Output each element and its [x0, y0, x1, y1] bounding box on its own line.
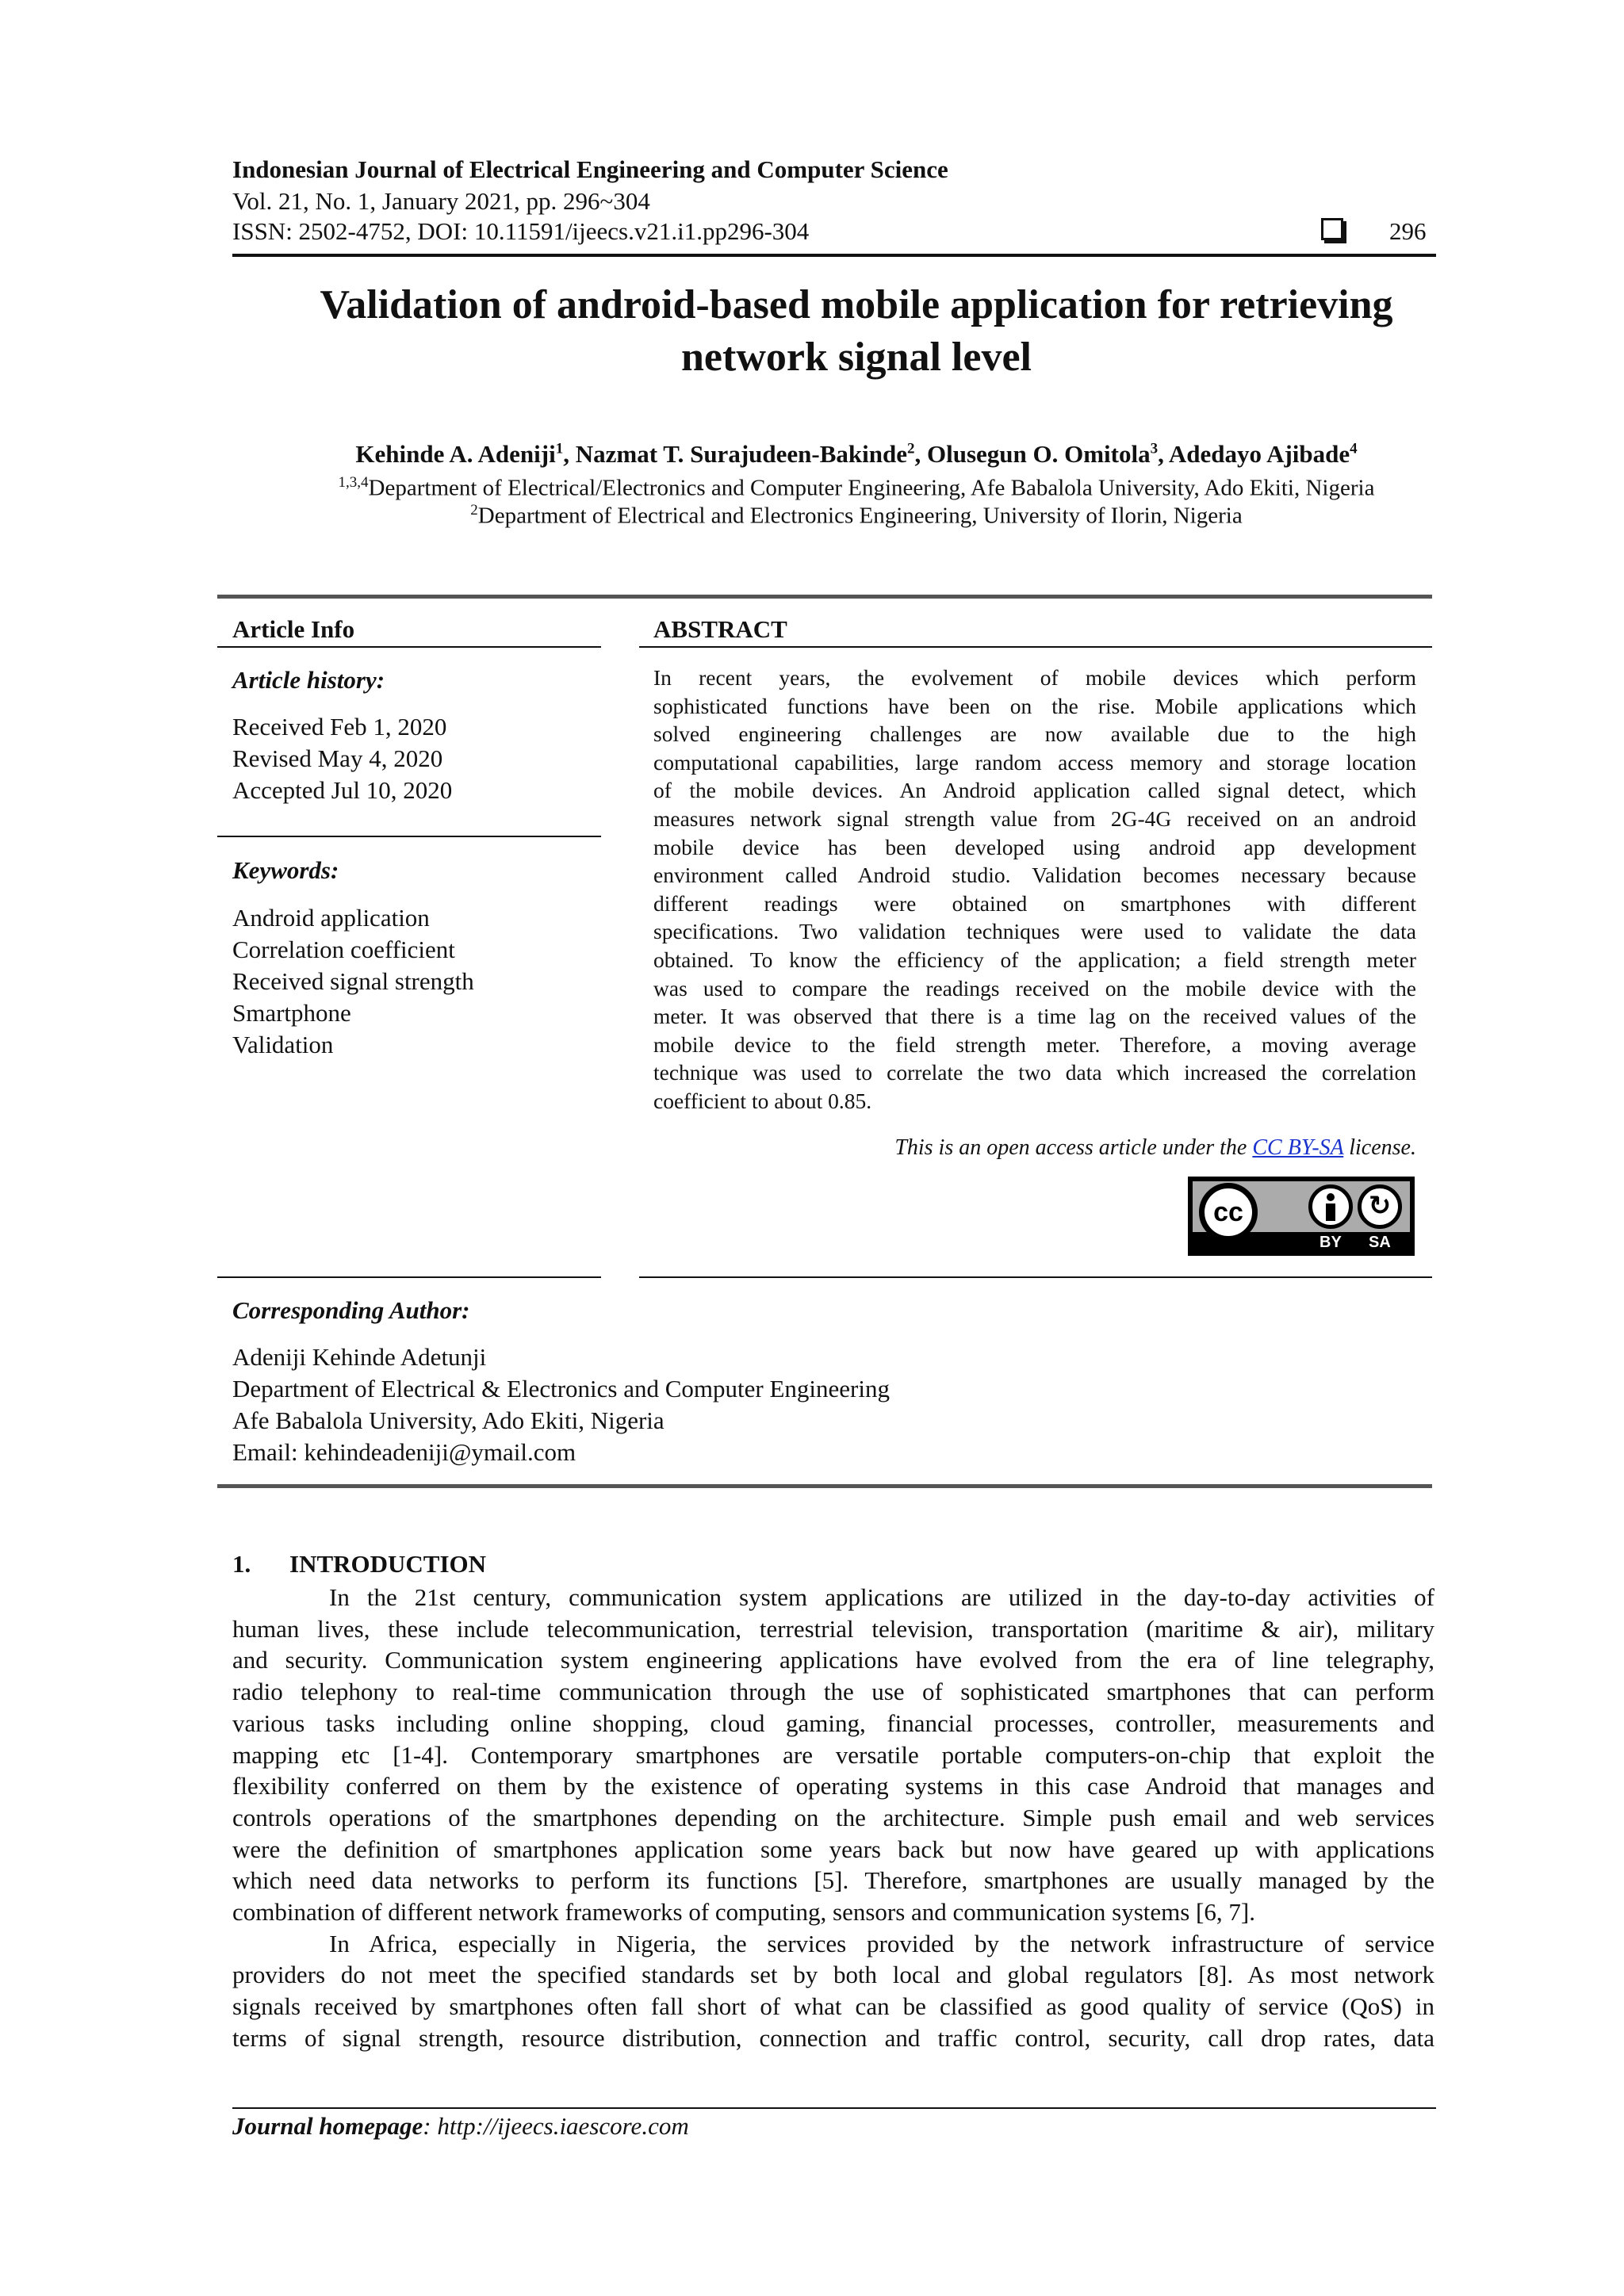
keyword: Smartphone: [232, 999, 351, 1027]
abstract-line: In recent years, the evolvement of mobile devices which perform: [653, 665, 1416, 690]
abstract-line: mobile device to the field strength meter. Therefore, a moving average: [653, 1031, 1416, 1057]
body-line: flexibility conferred on them by the existence of operating systems in this case Android that manages and: [232, 1772, 1434, 1800]
introduction-body: [232, 1582, 1434, 2054]
corresponding-heading: Corresponding Author:: [232, 1296, 470, 1324]
author-list: Kehinde A. Adeniji$^1$, Nazmat T. Surajudeen-Bakinde$^2$, Olusegun O. Omitola$^3$, Adedayo Ajibade$^4$: [355, 440, 1358, 468]
author-sup: 2: [906, 440, 915, 457]
keyword: Received signal strength: [232, 967, 474, 995]
body-line: which need data networks to perform its functions [5]. Therefore, smartphones are usually managed by the: [232, 1866, 1434, 1895]
abstract-line: computational capabilities, large random access memory and storage location: [653, 749, 1416, 775]
author-sup: 4: [1350, 440, 1358, 457]
homepage-label: Journal homepage: [232, 2112, 423, 2140]
journal-homepage: [232, 2112, 689, 2141]
article-history-heading: Article history:: [232, 666, 385, 694]
author-sup: 3: [1150, 440, 1159, 457]
footer-rule: [232, 2107, 1436, 2109]
abstract-line: of the mobile devices. An Android application called signal detect, which: [653, 778, 1416, 803]
article-info-rule: [217, 646, 601, 648]
corresponding-department: Department of Electrical & Electronics and Computer Engineering: [232, 1375, 890, 1402]
keywords-heading: Keywords:: [232, 856, 339, 884]
affiliation-1: [190, 474, 1522, 502]
license-prefix: This is an open access article under the: [894, 1135, 1253, 1160]
body-line: radio telephony to real-time communication through the use of sophisticated smartphones that can perform: [232, 1678, 1434, 1706]
affiliation-sup: 1,3,4: [338, 474, 369, 491]
info-box-bottom-rule: [217, 1484, 1432, 1488]
page-number: 296: [1389, 217, 1427, 245]
abstract-line: environment called Android studio. Validation becomes necessary because: [653, 863, 1416, 888]
abstract-line: specifications. Two validation techniques were used to validate the data: [653, 919, 1416, 944]
accepted-date: Accepted Jul 10, 2020: [232, 776, 453, 804]
corresponding-email[interactable]: Email: kehindeadeniji@ymail.com: [232, 1438, 576, 1466]
body-line: In Africa, especially in Nigeria, the services provided by the network infrastructure of service: [329, 1929, 1434, 1957]
author-name: Adedayo Ajibade: [1168, 440, 1350, 468]
keywords-list: [232, 902, 474, 1061]
history-rule: [217, 836, 601, 837]
body-line: and security. Communication system engineering applications have evolved from the era of line telegraphy,: [232, 1646, 1434, 1674]
keyword: Android application: [232, 904, 430, 932]
abstract-line: different readings were obtained on smartphones with different: [653, 890, 1416, 916]
homepage-url[interactable]: : http://ijeecs.iaescore.com: [423, 2112, 689, 2140]
section-title: INTRODUCTION: [289, 1550, 487, 1578]
abstract-line: sophisticated functions have been on the rise. Mobile applications which: [653, 693, 1416, 718]
abstract-line: meter. It was observed that there is a time lag on the received values of the: [653, 1004, 1416, 1029]
corresponding-university: Afe Babalola University, Ado Ekiti, Nigeria: [232, 1406, 665, 1434]
revised-date: Revised May 4, 2020: [232, 744, 443, 772]
keyword: Correlation coefficient: [232, 936, 455, 963]
body-line: human lives, these include telecommunication, terrestrial television, transportation (maritime & air), military: [232, 1614, 1434, 1643]
abstract-bottom-rule: [639, 1276, 1432, 1278]
body-line: controls operations of the smartphones depending on the architecture. Simple push email and web services: [232, 1803, 1434, 1831]
cc-by-sa-logo[interactable]: [1188, 1177, 1415, 1256]
affiliation-2: [190, 502, 1522, 530]
article-history: [232, 711, 452, 806]
article-info-heading: Article Info: [232, 615, 355, 643]
body-line: In the 21st century, communication system applications are utilized in the day-to-day activities of: [329, 1583, 1434, 1611]
abstract-rule: [639, 646, 1432, 648]
title-line-2: network signal level: [681, 335, 1032, 380]
license-note: [653, 1135, 1416, 1161]
abstract-line: coefficient to about 0.85.: [653, 1088, 872, 1113]
paper-title: [190, 279, 1522, 384]
abstract-line: mobile device has been developed using android app development: [653, 834, 1416, 859]
corresponding-name: Adeniji Kehinde Adetunji: [232, 1343, 487, 1371]
author-name: Olusegun O. Omitola: [926, 440, 1151, 468]
abstract-line: was used to compare the readings received on the mobile device with the: [653, 975, 1416, 1001]
issn-doi: ISSN: 2502-4752, DOI: 10.11591/ijeecs.v21.i1.pp296-304: [232, 217, 810, 245]
section-number: 1.: [232, 1550, 251, 1578]
person-icon: [1308, 1184, 1353, 1229]
body-line: mapping etc [1-4]. Contemporary smartphones are versatile portable computers-on-chip that exploit the: [232, 1740, 1434, 1769]
volume-info: Vol. 21, No. 1, January 2021, pp. 296~304: [232, 187, 650, 215]
abstract-line: measures network signal strength value from 2G-4G received on an android: [653, 806, 1416, 831]
header-rule: [232, 254, 1436, 257]
body-line: signals received by smartphones often fall short of what can be classified as good quality of service (QoS) in: [232, 1992, 1434, 2021]
keywords-rule: [217, 1276, 601, 1278]
info-box-top-rule: [217, 595, 1432, 599]
body-line: terms of signal strength, resource distribution, connection and traffic control, security, call drop rates, data: [232, 2023, 1434, 2052]
checkbox-square-icon: [1321, 218, 1343, 240]
abstract-line: obtained. To know the efficiency of the application; a field strength meter: [653, 947, 1416, 972]
section-heading: [232, 1550, 486, 1578]
share-alike-icon: ↻: [1358, 1184, 1402, 1229]
abstract-line: solved engineering challenges are now available due to the high: [653, 721, 1416, 747]
cc-by-sa-link[interactable]: CC BY-SA: [1252, 1135, 1344, 1160]
author-name: Nazmat T. Surajudeen-Bakinde: [575, 440, 907, 468]
affiliation-sup: 2: [470, 502, 478, 519]
abstract-line: technique was used to correlate the two data which increased the correlation: [653, 1060, 1416, 1085]
body-line: various tasks including online shopping, cloud gaming, financial processes, controller, measurements and: [232, 1709, 1434, 1737]
abstract-heading: ABSTRACT: [653, 615, 787, 643]
license-suffix: license.: [1343, 1135, 1416, 1160]
body-line: were the definition of smartphones application some years back but now have geared up with applications: [232, 1835, 1434, 1863]
sa-label: SA: [1369, 1234, 1391, 1251]
body-line: combination of different network frameworks of computing, sensors and communication systems [6, 7].: [232, 1898, 1255, 1927]
title-line-1: Validation of android-based mobile application for retrieving: [320, 282, 1393, 327]
keyword: Validation: [232, 1031, 334, 1058]
author-sup: 1: [555, 440, 564, 457]
corresponding-details: [232, 1341, 890, 1468]
affiliation-text: Department of Electrical and Electronics Engineering, University of Ilorin, Nigeria: [477, 503, 1243, 529]
author-name: Kehinde A. Adeniji: [355, 440, 556, 468]
body-line: providers do not meet the specified standards set by both local and global regulators [8]. As most network: [232, 1961, 1434, 1989]
journal-name: Indonesian Journal of Electrical Engineering and Computer Science: [232, 155, 948, 183]
cc-icon: cc: [1199, 1183, 1258, 1242]
abstract-text: [653, 664, 1416, 1115]
affiliation-text: Department of Electrical/Electronics and Computer Engineering, Afe Babalola University, Ado Ekiti, Nigeria: [368, 475, 1375, 501]
received-date: Received Feb 1, 2020: [232, 713, 447, 740]
by-label: BY: [1320, 1234, 1342, 1251]
